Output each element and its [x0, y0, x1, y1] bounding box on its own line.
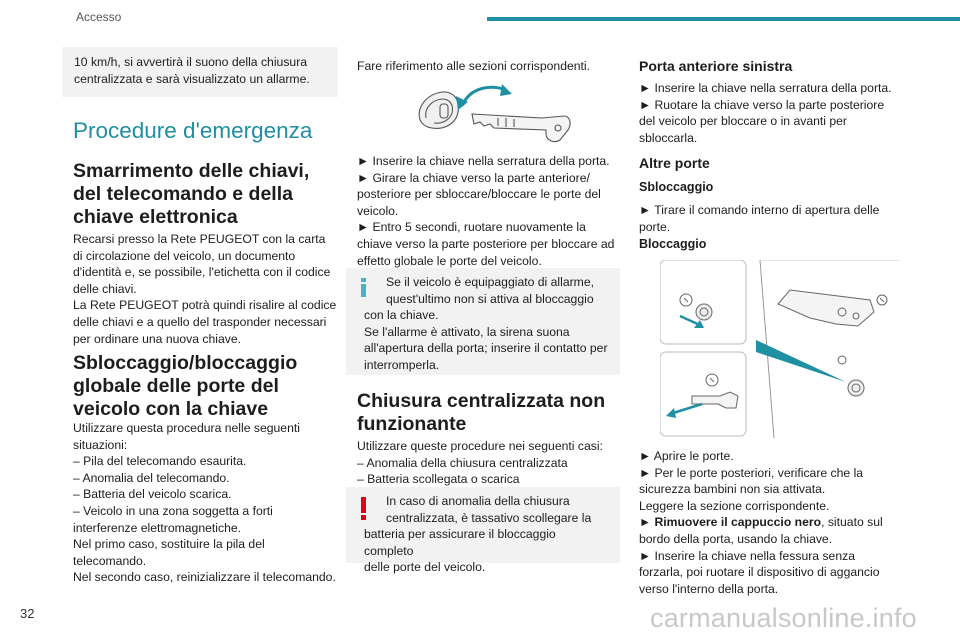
text-line: verso l'interno della porta.	[639, 581, 779, 596]
heading-line: funzionante	[357, 413, 467, 435]
text-line: forzarla, poi ruotare il dispositivo di aggancio	[639, 565, 880, 580]
text-line: – Batteria scollegata o scarica	[357, 472, 520, 487]
rotation-arrow	[464, 87, 506, 102]
battery-warning-note	[346, 487, 620, 575]
text-line: per ordinare una nuova chiave.	[73, 331, 242, 346]
note-line: centralizzata e sarà visualizzato un allarme.	[74, 71, 310, 86]
heading-line: chiave elettronica	[73, 206, 238, 228]
note-line: 10 km/h, si avvertirà il suono della chiusura	[74, 55, 308, 69]
heading-line: del telecomando e della	[73, 183, 293, 205]
note-line: quest'ultimo non si attiva al bloccaggio	[386, 291, 594, 306]
key-steps-text	[357, 153, 619, 269]
instruction-tail: , situato sul	[821, 515, 883, 530]
text-line: Nel secondo caso, reinizializzare il telecomando.	[73, 570, 336, 585]
note-line: centralizzata, è tassativo scollegare la	[386, 510, 592, 525]
watermark: carmanualsonline.info	[650, 603, 917, 633]
section-title: Procedure d'emergenza	[73, 118, 313, 143]
text-line: ► Inserire la chiave nella fessura senza	[639, 548, 855, 563]
text-line: delle chiavi.	[73, 281, 137, 296]
info-icon	[361, 278, 366, 298]
text-line: posteriore per sbloccare/bloccare le porte del	[357, 187, 601, 202]
text-line: Nel primo caso, sostituire la pila del	[73, 537, 265, 552]
page-number: 32	[20, 606, 35, 621]
text-line: interferenze elettromagnetiche.	[73, 520, 242, 535]
text-line: bordo della porta, usando la chiave.	[639, 531, 833, 546]
lost-keys-text	[73, 231, 343, 347]
continued-note	[62, 47, 338, 97]
text-line	[639, 514, 901, 531]
heading-line: globale delle porte del	[73, 375, 279, 397]
text-line: porte.	[639, 219, 671, 234]
text-line: – Batteria del veicolo scarica.	[73, 487, 232, 502]
text-line: sbloccarla.	[639, 130, 698, 145]
text-line: La Rete PEUGEOT potrà quindi risalire al codice	[73, 298, 337, 313]
heading-line: Sbloccaggio/bloccaggio	[73, 352, 298, 374]
text-line: ► Ruotare la chiave verso la parte posteriore	[639, 97, 885, 112]
note-line: con la chiave.	[364, 308, 439, 323]
text-line: Utilizzare queste procedure nei seguenti casi:	[357, 439, 603, 453]
text-line: sicurezza bambini non sia attivata.	[639, 482, 826, 497]
note-line: all'apertura della porta; inserire il contatto per	[364, 341, 608, 356]
note-line: In caso di anomalia della chiusura	[386, 494, 570, 508]
running-header: Accesso	[76, 10, 122, 24]
text-line: – Pila del telecomando esaurita.	[73, 454, 247, 469]
text-line: situazioni:	[73, 437, 128, 452]
text-line: ► Inserire la chiave nella serratura della porta.	[357, 154, 610, 168]
text-line: ► Aprire le porte.	[639, 449, 734, 463]
alarm-info-note	[346, 268, 620, 375]
heading-central-locking	[357, 390, 605, 436]
text-line: del veicolo per bloccare o in avanti per	[639, 114, 847, 129]
text-line: – Veicolo in una zona soggetta a forti	[73, 503, 273, 518]
note-line: interromperla.	[364, 357, 440, 372]
key-unlock-text	[73, 420, 343, 586]
heading-key-unlock	[73, 352, 297, 421]
text-line: d'identità e, se possibile, l'etichetta con il codice	[73, 265, 331, 280]
locking-text	[639, 448, 901, 597]
heading-lost-keys	[73, 160, 309, 229]
unlocking-text	[639, 202, 901, 235]
heading-locking: Bloccaggio	[639, 237, 707, 251]
text-line: delle chiavi e a quello del trasponder necessari	[73, 314, 327, 329]
text-line: Recarsi presso la Rete PEUGEOT con la carta	[73, 232, 326, 246]
header-accent-bar	[487, 17, 960, 21]
text-line: – Anomalia del telecomando.	[73, 470, 230, 485]
text-line: – Anomalia della chiusura centralizzata	[357, 455, 568, 470]
text-line: Utilizzare questa procedura nelle seguenti	[73, 421, 300, 435]
heading-line: veicolo con la chiave	[73, 398, 269, 420]
central-locking-text	[357, 438, 619, 488]
text-line: ► Inserire la chiave nella serratura della porta.	[639, 81, 892, 95]
text-line: effetto globale le porte del veicolo.	[357, 253, 542, 268]
text-line: ► Girare la chiave verso la parte anteriore/	[357, 170, 590, 185]
warning-icon	[361, 497, 366, 521]
heading-line: Chiusura centralizzata non	[357, 390, 606, 412]
front-left-text	[639, 80, 901, 146]
text-line: chiave verso la parte posteriore per bloccare ad	[357, 236, 615, 251]
text-line: ► Tirare il comando interno di apertura delle	[639, 203, 880, 217]
text-line: veicolo.	[357, 203, 399, 218]
note-line: batteria per assicurare il bloccaggio completo	[364, 527, 556, 558]
heading-line: Smarrimento delle chiavi,	[73, 160, 310, 182]
text-line: ► Entro 5 secondi, ruotare nuovamente la	[357, 220, 586, 235]
note-line: Se l'allarme è attivato, la sirena suona	[364, 324, 570, 339]
key-in-lock-illustration	[414, 80, 576, 146]
text-line: ► Per le porte posteriori, verificare che la	[639, 465, 864, 480]
heading-other-doors: Altre porte	[639, 155, 710, 171]
heading-front-left-door: Porta anteriore sinistra	[639, 58, 793, 74]
reference-text: Fare riferimento alle sezioni corrispondenti.	[357, 59, 591, 73]
text-line: Leggere la sezione corrispondente.	[639, 498, 830, 513]
note-line: delle porte del veicolo.	[364, 560, 486, 575]
door-lock-illustration	[660, 260, 900, 438]
note-line: Se il veicolo è equipaggiato di allarme,	[386, 275, 594, 289]
text-line: telecomando.	[73, 553, 147, 568]
text-line: di circolazione del veicolo, un documento	[73, 248, 296, 263]
bold-instruction: ► Rimuovere il cappuccio nero	[639, 515, 822, 530]
heading-unlocking: Sbloccaggio	[639, 180, 714, 194]
